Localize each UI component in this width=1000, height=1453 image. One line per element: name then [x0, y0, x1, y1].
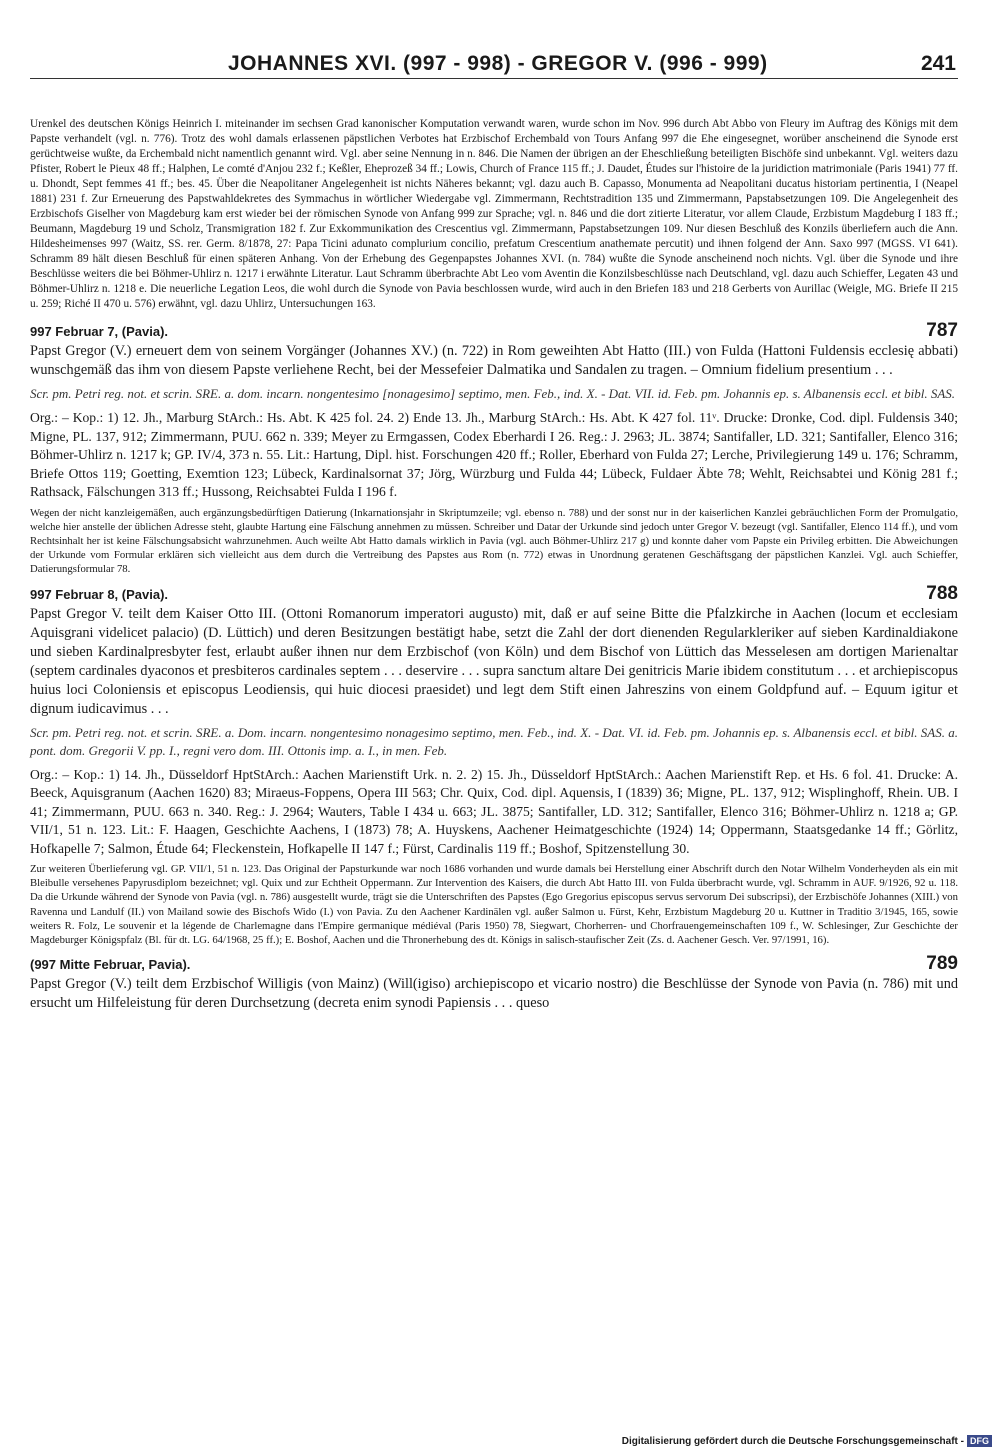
regest-date: 997 Februar 8, (Pavia).	[30, 586, 169, 602]
header-title: JOHANNES XVI. (997 - 998) - GREGOR V. (996 - 999)	[228, 52, 768, 75]
regest-notes: Zur weiteren Überlieferung vgl. GP. VII/1, 51 n. 123. Das Original der Papsturkunde war noch 1686 vorhanden und wurde damals bei Herstellung einer Abschrift durch den Notar Wilhelm Vonderheyden als ein mit Bleibulle versehenes Papyrusdiplom bezeichnet; vgl. Quix und zur Echtheit Oppermann. Zur Intervention des Kaisers, die durch Abt Hatto III. von Fulda überbracht wurde, vgl. Schramm in AUF. 9/1926, 92 u. 118. Da die Urkunde während der Synode von Pavia (vgl. n. 786) ausgestellt wurde, trägt sie die Unterschriften des Papstes (Ego Gregorius episcopus servus servorum Dei subscripsi), der Erzbischöfe Johannes (XIII.) von Ravenna und Landulf (II.) von Mailand sowie des Bischofs Wido (I.) von Pavia. Zu den Aachener Kardinälen vgl. außer Salmon u. Fürst, Kehr, Erzbistum Magdeburg 20 u. Kuttner in Traditio 3/1945, 165, sowie weiters R. Folz, Le souvenir et la légende de Charlemagne dans l'Empire germanique médiéval (Paris 1950) 78, Siegwart, Chorherren- und Chorfrauengemeinschaften 109 f., W. Schlesinger, Zur Geschichte der Magdeburger Königspfalz (Bl. für dt. LG. 64/1968, 25 ff.); E. Boshof, Aachen und die Thronerhebung des dt. Königs in salisch-staufischer Zeit (Zs. d. Aachener Gesch. Ver. 97/1991, 16).	[30, 863, 958, 947]
regest-text: Papst Gregor (V.) erneuert dem von seinem Vorgänger (Johannes XV.) (n. 722) in Rom geweihten Abt Hatto (III.) von Fulda (Hattoni Fuldensis ecclesię abbati) wunschgemäß das ihm von diesem Papste verliehene Recht, bei der Messefeier Dalmatika und Sandalen zu tragen. – Omnium fidelium presentium . . .	[30, 343, 958, 378]
regest-date: 997 Februar 7, (Pavia).	[30, 324, 169, 339]
running-header	[30, 52, 958, 79]
regest-literature: Org.: – Kop.: 1) 14. Jh., Düsseldorf HptStArch.: Aachen Marienstift Urk. n. 2. 2) 15. Jh., Düsseldorf HptStArch.: Aachen Marienstift Rep. et Hs. 6 fol. 41. Drucke: A. Beeck, Aquisgranum (Aachen 1620) 83; Miraeus-Foppens, Opera III 563; Chr. Quix, Cod. dipl. Aquensis, I (1839) 36; Migne, PL. 137, 912; Wisplinghoff, Rhein. UB. I 41; Zimmermann, PUU. 663 n. 340. Reg.: J. 2964; Wauters, Table I 434 u. 663; JL. 3875; Santifaller, LD. 312; Santifaller, Elenco 316; Böhmer-Uhlirz n. 1218 a; GP. VII/1, 51 n. 123. Lit.: F. Haagen, Geschichte Aachens, I (1873) 78; A. Huyskens, Aachener Heimatgeschichte (1924) 14; Oppermann, Staatsgedanke 14 ff.; Görlitz, Hofkapelle 7; Salmon, Étude 64; Fleckenstein, Hofkapelle II 147 f.; Fürst, Cardinalis 119 ff.; Boshof, Spitzenstellung 30.	[30, 766, 958, 856]
regest-text: Papst Gregor (V.) teilt dem Erzbischof Willigis (von Mainz) (Will(igiso) archiepiscopo et vicario nostro) die Beschlüsse der Synode von Pavia (n. 786) mit und ersucht um Hilfeleistung für deren Durchsetzung (decreta enim synodi Papiensis . . . queso	[30, 976, 958, 1012]
regest-date: (997 Mitte Februar, Pavia).	[30, 957, 191, 973]
regest-entry-788	[30, 583, 958, 948]
regest-notes: Wegen der nicht kanzleigemäßen, auch ergänzungsbedürftigen Datierung (Inkarnationsjahr in Skriptumzeile; vgl. ebenso n. 788) und der sonst nur in der kaiserlichen Kanzlei gebräuchlichen Form der Promulgatio, welche hier anstelle der üblichen Adresse steht, glaubte Hartung eine Fälschung annehmen zu müssen. Schreiber und Datar der Urkunde sind jedoch unter Gregor V. bezeugt (vgl. Santifaller, Elenco 114 ff.), und vom Rechtsinhalt her ist keine Fälschungsabsicht wahrzunehmen. Auch weilte Abt Hatto damals wirklich in Pavia (vgl. auch Böhmer-Uhlirz 217 g) und konnte daher vom Papste ein Privileg erbitten. Die Abweichungen der Urkunde vom Formular erklären sich vielleicht aus dem durch die Vertreibung des Papstes aus Rom (n. 772) etwas in Unordnung geratenen Geschäftsgang der päpstlichen Kanzlei. Vgl. auch Schieffer, Datierungsformular 78.	[30, 506, 958, 576]
regest-heading	[30, 320, 958, 342]
digitization-footer	[622, 1435, 992, 1447]
regest-heading	[30, 583, 958, 605]
page-number: 241	[920, 52, 956, 75]
dfg-logo: DFG	[967, 1435, 992, 1447]
regest-number: 787	[926, 320, 958, 341]
regest-number: 788	[926, 582, 958, 604]
page	[30, 52, 958, 1017]
regest-source-formula: Scr. pm. Petri reg. not. et scrin. SRE. a. Dom. incarn. nongentesimo nonagesimo septimo, men. Feb., ind. X. - Dat. VI. id. Feb. pm. Johannis ep. s. Albanensis eccl. et bibl. SAS. a. pont. dom. Gregorii V. pp. I., regni vero dom. III. Ottonis imp. a. I., in men. Feb.	[30, 724, 958, 758]
footer-text: Digitalisierung gefördert durch die Deutsche Forschungsgemeinschaft -	[621, 1435, 964, 1447]
intro-commentary: Urenkel des deutschen Königs Heinrich I. miteinander im sechsen Grad kanonischer Komputation verwandt waren, wurde schon im Nov. 996 durch Abt Abbo von Fleury im Auftrag des Königs mit dem Papste verhandelt (vgl. n. 776). Trotz des wohl damals erlassenen päpstlichen Verbotes hat Erzbischof Erchembald von Tours Anfang 997 die Ehe eingesegnet, worüber anscheinend die Synode erst gerüchtweise wußte, da Erchembald nicht namentlich genannt wird. Vgl. aber seine Nennung in n. 846. Die Namen der übrigen an der Eheschließung beteiligten Bischöfe sind unbekannt. Vgl. weiters dazu Pfister, Robert le Pieux 48 ff.; Halphen, Le comté d'Anjou 232 f.; Keßler, Eheprozeß 34 ff.; Lowis, Church of France 115 ff.; J. Daudet, Études sur l'histoire de la juridiction matrimoniale (Paris 1941) 77 ff. u. Dhondt, Sept femmes 41 ff.; bes. 45. Über die Neapolitaner Angelegenheit ist nichts Näheres bekannt; vgl. dazu auch B. Capasso, Monumenta ad Neapolitani ducatus historiam pertinentia, I (Neapel 1881) 231 f. Zur Erneuerung des Papstwahldekretes des Symmachus in wörtlicher Wiedergabe vgl. Zimmermann, Rechtstradition 135 und Zimmermann, Papstabsetzungen 109. Die Angelegenheit des Erzbischofs Giselher von Magdeburg kam erst wieder bei der römischen Synode von Anfang 999 zur Sprache; vgl. n. 846 und die dort zitierte Literatur, vor allem Claude, Erzbistum Magdeburg I 183 ff.; Beumann, Magdeburg 19 und Scholz, Transmigration 182 f. Zur Exkommunikation des Crescentius vgl. Zimmermann, Papstabsetzungen 109. Nur diesen Beschluß des Konzils überliefern auch die Ann. Hildesheimenses 997 (Waitz, SS. rer. Germ. 8/1878, 27: Papa Ticini adunato complurium concilio, prefatum Crescentium anathemate percutit) und ihnen folgend der Ann. Saxo 997 (MGSS. VI 641). Schramm 89 hält diesen Beschluß für einen späteren Anhang. Von der Erhebung des Gegenpapstes Johannes XVI. (n. 784) wußte die Synode anscheinend noch nichts. Vgl. über die Synode und ihre Beschlüsse weiters die bei Böhmer-Uhlirz n. 1217 i erwähnte Literatur. Laut Schramm überbrachte Abt Leo vom Aventin die Konzilsbeschlüsse nach Deutschland, vgl. dazu auch Schieffer, Legaten 43 und Böhmer-Uhlirz n. 1218 e. Die neuerliche Legation Leos, die wohl durch die Synode von Pavia beschlossen wurde, wird auch in den Briefen 183 und 218 Gerberts von Aurillac (Weigle, MG. Briefe II 215 u. 259; Riché II 470 u. 576) erwähnt, vgl. dazu Uhlirz, Untersuchungen 163.	[30, 118, 958, 310]
regest-number: 789	[926, 953, 958, 975]
regest-source-formula: Scr. pm. Petri reg. not. et scrin. SRE. a. dom. incarn. nongentesimo [nonagesimo] septimo, men. Feb., ind. X. - Dat. VII. id. Feb. pm. Johannis ep. s. Albanensis eccl. et bibl. SAS.	[30, 386, 956, 401]
regest-entry-787	[30, 320, 958, 577]
regest-literature: Org.: – Kop.: 1) 12. Jh., Marburg StArch.: Hs. Abt. K 425 fol. 24. 2) Ende 13. Jh., Marburg StArch.: Hs. Abt. K 427 fol. 11ᵛ. Drucke: Dronke, Cod. dipl. Fuldensis 340; Migne, PL. 137, 912; Zimmermann, PUU. 662 n. 339; Meyer zu Ermgassen, Codex Eberhardi I 26. Reg.: J. 2963; JL. 3874; Santifaller, LD. 321; Santifaller, Elenco 316; Böhmer-Uhlirz n. 1217 k; GP. IV/4, 373 n. 55. Lit.: Hartung, Dipl. hist. Forschungen 420 ff.; Roller, Eberhard von Fulda 27; Lerche, Privilegierung 149 u. 176; Schramm, Briefe Ottos 119; Goetting, Exemtion 123; Lübeck, Kardinalsornat 37; Jörg, Würzburg und Fulda 44; Lübeck, Fuldaer Äbte 78; Wehlt, Reichsabtei und König 281 f.; Rathsack, Fälschungen 313 ff.; Hussong, Reichsabtei Fulda I 196 f.	[30, 410, 958, 499]
regest-text: Papst Gregor V. teilt dem Kaiser Otto III. (Ottoni Romanorum imperatori augusto) mit, daß er auf seine Bitte die Pfalzkirche in Aachen (locum et ecclesiam Aquisgrani videlicet palacio) (D. Lüttich) und deren Besitzungen bestätigt habe, setzt die Zahl der dort dienenden Regularkleriker auf sieben Kardinaldiakone und sieben Kardinalpresbyter fest, erlaubt außer ihnen nur dem Erzbischof (von Köln) und dem Bischof von Lüttich das Messelesen am dortigen Marienaltar (septem cardinales dyaconos et presbiteros cardinales septem . . . deservire . . . supra sanctum altare Dei genitricis Marie ibidem constitutum . . . et archiepiscopus huius loci Coloniensis et episcopus Leodiensis, qui huic diocesi praesidet) und legt dem Stift einen Jahreszins von einem Goldpfund auf. – Equum igitur et dignum iudicavimus . . .	[30, 605, 958, 717]
regest-heading	[30, 953, 958, 975]
regest-entry-789	[30, 953, 958, 1013]
